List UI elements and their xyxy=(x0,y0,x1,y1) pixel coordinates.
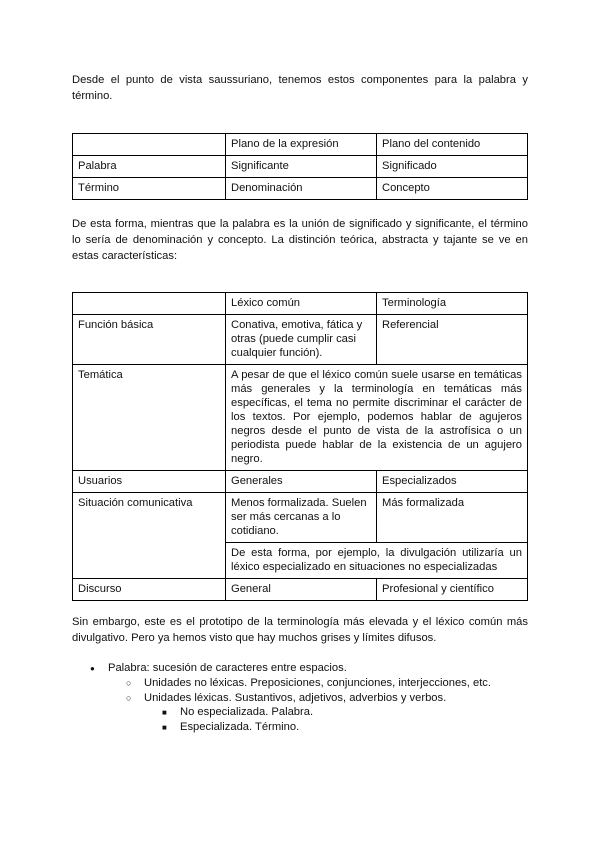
list-item xyxy=(126,676,491,690)
list-item xyxy=(126,691,446,705)
table-header-row xyxy=(73,134,528,156)
list-item xyxy=(162,720,299,735)
table-row xyxy=(73,178,528,200)
third-paragraph: Sin embargo, este es el prototipo de la terminología más elevada y el léxico común más divulgativo. Pero ya hemos visto que hay muchos grises y límites difusos. xyxy=(72,616,528,644)
table-row xyxy=(73,579,528,601)
table-cell: Concepto xyxy=(377,178,528,200)
list-item-text: No especializada. Palabra. xyxy=(180,706,314,718)
table-cell: Palabra xyxy=(73,156,226,178)
table-cell: Léxico común xyxy=(226,293,377,315)
table-cell: A pesar de que el léxico común suele usarse en temáticas más generales y la terminología en temáticas más específicas, el tema no permite discriminar el carácter de los textos. Por ejemplo, podemos hablar de agujeros negros desde el punto de vista de la astrofísica o un periodista puede hablar de la existencia de un agujero negro. xyxy=(226,365,528,471)
table-cell: Menos formalizada. Suelen ser más cercanas a lo cotidiano. xyxy=(226,493,377,543)
table-cell: Denominación xyxy=(226,178,377,200)
bullet-icon: ■ xyxy=(162,708,167,717)
bullet-icon: ○ xyxy=(126,678,132,688)
list-item-text: Palabra: sucesión de caracteres entre espacios. xyxy=(108,662,347,674)
table-cell: Término xyxy=(73,178,226,200)
bullet-icon: ■ xyxy=(162,723,167,732)
table-cell: Plano del contenido xyxy=(377,134,528,156)
table-cell: Discurso xyxy=(73,579,226,601)
table-cell: Especializados xyxy=(377,471,528,493)
table-expression-content xyxy=(72,133,528,200)
list-item-text: Unidades no léxicas. Preposiciones, conjunciones, interjecciones, etc. xyxy=(144,677,492,689)
table-row xyxy=(73,156,528,178)
table-row xyxy=(73,315,528,365)
table-cell: Conativa, emotiva, fática y otras (puede cumplir casi cualquier función). xyxy=(226,315,377,365)
table-header-row xyxy=(73,293,528,315)
table-cell: Referencial xyxy=(377,315,528,365)
table-cell xyxy=(73,293,226,315)
table-cell: Temática xyxy=(73,365,226,471)
list-item-text: Especializada. Término. xyxy=(180,721,300,733)
table-cell: Profesional y científico xyxy=(377,579,528,601)
table-cell: General xyxy=(226,579,377,601)
table-row xyxy=(73,493,528,543)
table-cell: Función básica xyxy=(73,315,226,365)
list-item-text: Unidades léxicas. Sustantivos, adjetivos, adverbios y verbos. xyxy=(144,692,447,704)
table-cell: Terminología xyxy=(377,293,528,315)
table-row xyxy=(73,471,528,493)
intro-paragraph: Desde el punto de vista saussuriano, tenemos estos componentes para la palabra y término. xyxy=(72,74,528,102)
table-cell: Significante xyxy=(226,156,377,178)
bullet-icon: ● xyxy=(90,664,95,673)
table-cell: Generales xyxy=(226,471,377,493)
list-item xyxy=(162,705,313,720)
table-cell: Significado xyxy=(377,156,528,178)
table-cell xyxy=(73,134,226,156)
table-characteristics xyxy=(72,292,528,601)
table-cell: Más formalizada xyxy=(377,493,528,543)
table-row xyxy=(73,365,528,471)
second-paragraph: De esta forma, mientras que la palabra es la unión de significado y significante, el término lo sería de denominación y concepto. La distinción teórica, abstracta y tajante se ve en estas características: xyxy=(72,218,528,262)
table-cell: Usuarios xyxy=(73,471,226,493)
table-cell: Plano de la expresión xyxy=(226,134,377,156)
bullet-icon: ○ xyxy=(126,693,132,703)
table-cell: De esta forma, por ejemplo, la divulgación utilizaría un léxico especializado en situaciones no especializadas xyxy=(226,543,528,579)
table-cell: Situación comunicativa xyxy=(73,493,226,579)
list-item xyxy=(90,661,347,676)
